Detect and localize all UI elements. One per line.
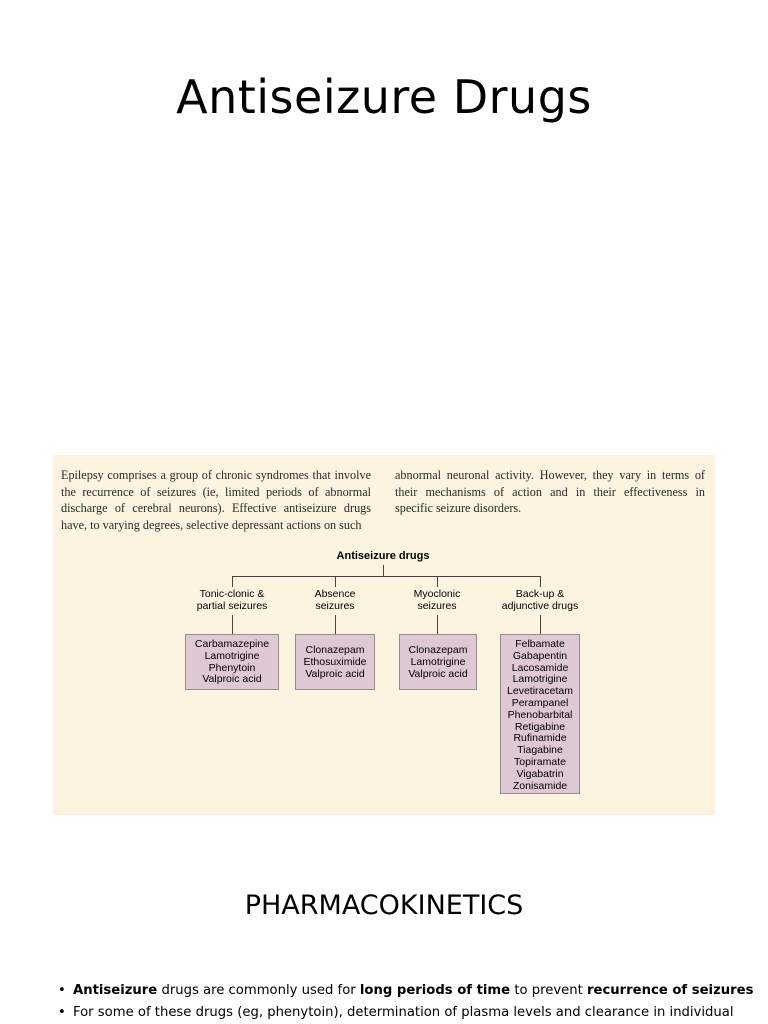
bullet-text-bold: recurrence of seizures <box>587 983 754 998</box>
category-tonic-clonic: Tonic-clonic & partial seizures <box>196 588 268 612</box>
category-myoclonic: Myoclonic seizures <box>413 588 461 612</box>
bullet-text: to prevent <box>510 983 588 998</box>
drug-box-backup <box>500 634 580 794</box>
drug-item: Clonazepam <box>305 644 365 656</box>
drug-box-tonic-clonic <box>185 634 279 690</box>
drug-item: Zonisamide <box>512 779 568 792</box>
branch-line-1 <box>232 576 233 587</box>
drug-box-myoclonic <box>399 634 477 690</box>
drug-item: Lamotrigine <box>204 649 260 662</box>
drug-item: Clonazepam <box>408 644 468 656</box>
branch-line-4 <box>540 576 541 587</box>
intro-left-column: Epilepsy comprises a group of chronic syndromes that involve the recurrence of seizures (ie, limited periods of abnormal discharge of cerebral neurons). Effective antiseizure drugs have, to varying degrees, selective depressant actions on such <box>61 468 371 532</box>
category-backup: Back-up & adjunctive drugs <box>501 588 579 612</box>
drug-item: Tiagabine <box>517 744 563 757</box>
drug-item: Levetiracetam <box>507 685 573 698</box>
drop-line-3 <box>437 615 438 634</box>
drug-box-absence <box>295 634 375 690</box>
drug-item: Retigabine <box>514 720 566 733</box>
drop-line-1 <box>232 615 233 634</box>
bullet-text-bold: long periods of time <box>359 983 511 998</box>
intro-right-column: abnormal neuronal activity. However, they vary in terms of their mechanisms of action and in their effectiveness in specific seizure disorders. <box>395 468 705 515</box>
drug-item: Perampanel <box>511 696 569 709</box>
branch-line-2 <box>335 576 336 587</box>
drug-item: Valproic acid <box>408 667 468 680</box>
drug-item: Phenobarbital <box>507 708 573 721</box>
drug-item: Lamotrigine <box>512 673 568 686</box>
page-title: Antiseizure Drugs <box>176 70 592 124</box>
drug-item: Valproic acid <box>202 673 262 686</box>
bullet-text: For some of these drugs (eg, phenytoin), determination of plasma levels and clearance in individual <box>73 1005 734 1020</box>
bullet-list <box>58 980 758 1024</box>
category-absence: Absence seizures <box>314 588 356 612</box>
section-title: PHARMACOKINETICS <box>244 890 524 921</box>
drug-item: Rufinamide <box>513 732 567 745</box>
bullet-text: drugs are commonly used for <box>157 983 360 998</box>
drop-line-2 <box>335 615 336 634</box>
drug-item: Ethosuximide <box>303 655 367 668</box>
bullet-item <box>58 1002 758 1024</box>
figure-panel <box>53 455 715 815</box>
drug-item: Topiramate <box>514 755 566 768</box>
drug-item: Phenytoin <box>208 661 256 674</box>
root-stem <box>383 565 384 576</box>
branch-line-3 <box>437 576 438 587</box>
drug-item: Carbamazepine <box>194 638 270 650</box>
drug-item: Felbamate <box>515 638 565 650</box>
drop-line-4 <box>540 615 541 634</box>
bullet-text-bold: Antiseizure <box>73 983 158 998</box>
horizontal-connector <box>232 576 541 577</box>
diagram-root-label: Antiseizure drugs <box>336 550 430 562</box>
bullet-item <box>58 980 758 1002</box>
drug-item: Gabapentin <box>512 649 568 662</box>
drug-item: Valproic acid <box>305 667 365 680</box>
drug-item: Vigabatrin <box>516 767 564 780</box>
drug-item: Lacosamide <box>511 661 569 674</box>
drug-item: Lamotrigine <box>410 655 466 668</box>
drug-classification-diagram <box>53 455 715 815</box>
